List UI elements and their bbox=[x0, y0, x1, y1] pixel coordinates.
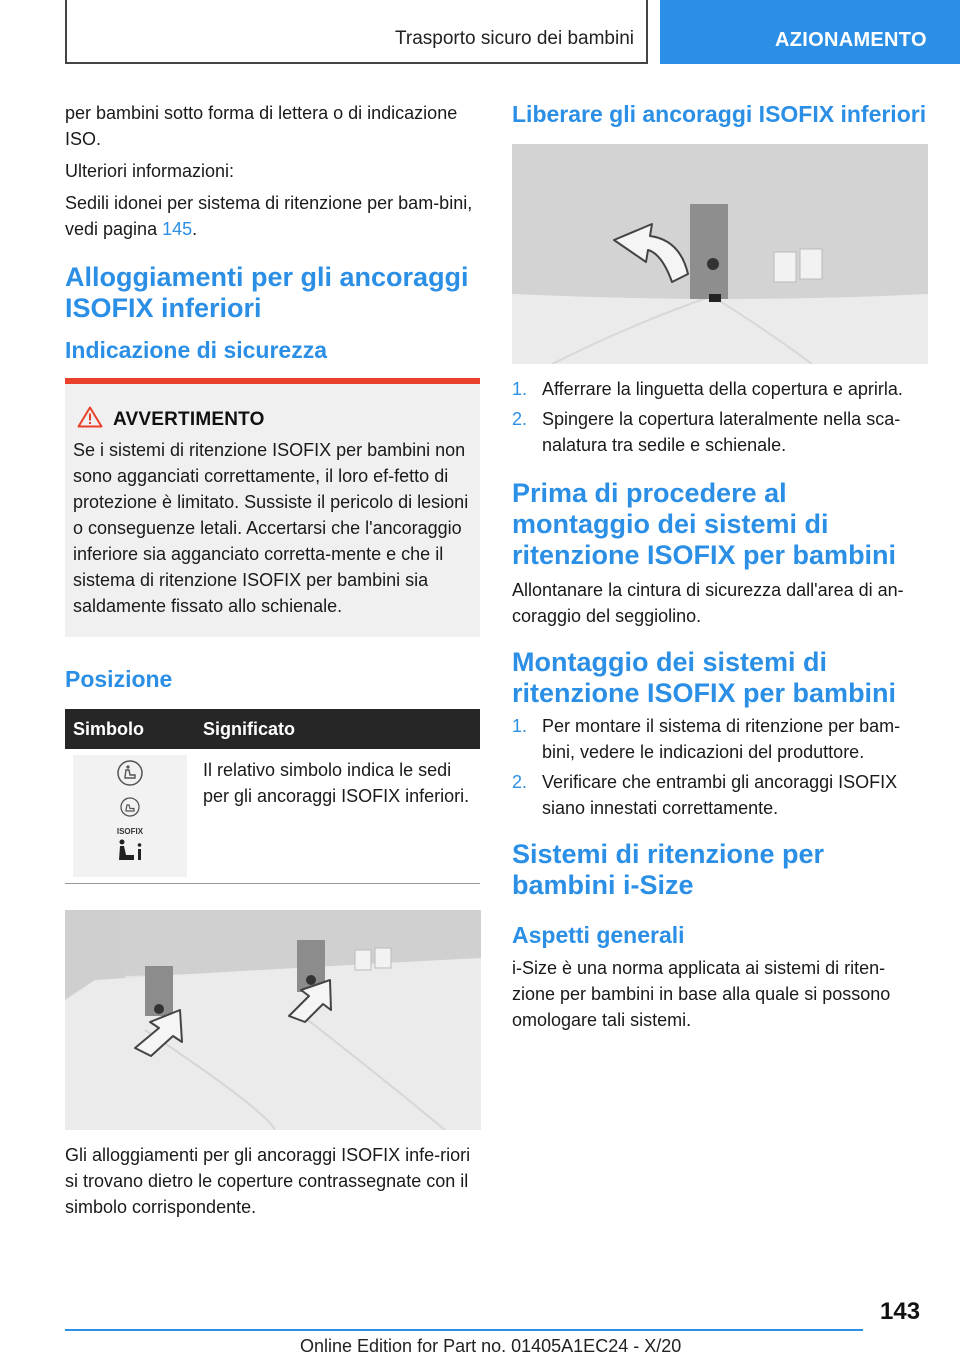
chapter-tab[interactable] bbox=[660, 0, 960, 64]
symbol-table bbox=[65, 709, 480, 884]
heading-montaggio: Montaggio dei sistemi di ritenzione ISOFIX per bambini bbox=[512, 647, 897, 708]
heading-alloggiamenti: Alloggiamenti per gli ancoraggi ISOFIX inferiori bbox=[65, 262, 469, 323]
isofix-symbol-panel bbox=[73, 755, 187, 877]
table-header-symbol: Simbolo bbox=[65, 709, 195, 749]
right-column bbox=[512, 100, 928, 1033]
isofix-icon-label: ISOFIX bbox=[116, 827, 144, 836]
isofix-cover-image bbox=[512, 144, 928, 364]
heading-prima-montaggio: Prima di procedere al montaggio dei sistemi di ritenzione ISOFIX per bambini bbox=[512, 478, 897, 570]
step-number: 1. bbox=[512, 716, 528, 736]
list-item bbox=[512, 769, 928, 821]
table-row bbox=[65, 749, 480, 884]
list-item bbox=[512, 713, 928, 765]
intro-paragraph-1: per bambini sotto forma di lettera o di indicazione ISO. bbox=[65, 103, 458, 149]
section-title: Trasporto sicuro dei bambini bbox=[394, 28, 634, 49]
left-column bbox=[65, 100, 480, 1220]
warning-header bbox=[77, 406, 474, 433]
montaggio-steps bbox=[512, 713, 928, 821]
step-text: Spingere la copertura lateralmente nella sca-nalatura tra sedile e schienale. bbox=[542, 409, 901, 455]
step-text: Afferrare la linguetta della copertura e aprirla. bbox=[542, 379, 903, 399]
table-cell-symbol bbox=[65, 749, 195, 884]
image-caption: Gli alloggiamenti per gli ancoraggi ISOFIX infe-riori si trovano dietro le coperture contrassegnate con il simbolo corrispondente. bbox=[65, 1145, 471, 1217]
page-reference-link[interactable]: 145 bbox=[162, 219, 193, 239]
intro-paragraph-3-text: Sedili idonei per sistema di ritenzione per bam-bini, vedi pagina bbox=[65, 193, 473, 239]
child-seat-circle-icon bbox=[116, 759, 144, 794]
heading-liberare: Liberare gli ancoraggi ISOFIX inferiori bbox=[512, 101, 927, 127]
heading-isize: Sistemi di ritenzione per bambini i-Size bbox=[512, 839, 825, 900]
heading-indicazione-sicurezza: Indicazione di sicurezza bbox=[65, 337, 328, 363]
warning-text: Se i sistemi di ritenzione ISOFIX per bambini non sono agganciati correttamente, il loro ef-fetto di protezione è limitato. Sussiste il pericolo di lesioni o conseguenze letali. Accertarsi che l'ancoraggio inferiore sia agganciato corretta-mente e che il sistema di ritenzione ISOFIX per bambini sia saldamente fissato allo schienale. bbox=[73, 440, 469, 616]
page-number: 143 bbox=[880, 1298, 921, 1325]
table-header-row bbox=[65, 709, 480, 749]
step-text: Verificare che entrambi gli ancoraggi ISOFIX siano innestati correttamente. bbox=[542, 772, 898, 818]
footer-edition: Online Edition for Part no. 01405A1EC24 - X/20 bbox=[300, 1336, 682, 1356]
heading-aspetti-generali: Aspetti generali bbox=[512, 922, 685, 948]
heading-posizione: Posizione bbox=[65, 666, 173, 692]
intro-paragraph-2: Ulteriori informazioni: bbox=[65, 161, 235, 181]
chapter-tab-label: AZIONAMENTO bbox=[775, 29, 927, 51]
warning-box bbox=[65, 378, 480, 637]
table-header-meaning: Significato bbox=[195, 709, 480, 749]
intro-paragraph-3-end: . bbox=[192, 219, 198, 239]
warning-triangle-icon bbox=[77, 406, 103, 433]
rear-seat-isofix-image bbox=[65, 910, 481, 1130]
table-cell-meaning: Il relativo simbolo indica le sedi per gli ancoraggi ISOFIX inferiori. bbox=[203, 760, 470, 806]
header-section-box bbox=[65, 0, 648, 64]
step-text: Per montare il sistema di ritenzione per bam-bini, vedere le indicazioni del produttore. bbox=[542, 716, 901, 762]
intro-paragraph-3 bbox=[65, 190, 480, 242]
step-number: 2. bbox=[512, 772, 528, 792]
step-number: 1. bbox=[512, 379, 528, 399]
list-item bbox=[512, 376, 928, 402]
footer-divider bbox=[65, 1329, 863, 1331]
list-item bbox=[512, 406, 928, 458]
warning-title: AVVERTIMENTO bbox=[113, 408, 265, 430]
liberare-steps bbox=[512, 376, 928, 458]
isofix-child-seat-icon bbox=[115, 838, 145, 873]
child-seat-small-icon bbox=[119, 796, 141, 825]
aspetti-text: i-Size è una norma applicata ai sistemi di riten-zione per bambini in base alla quale si possono omologare tali sistemi. bbox=[512, 958, 891, 1030]
step-number: 2. bbox=[512, 409, 528, 429]
prima-text: Allontanare la cintura di sicurezza dall'area di an-coraggio del seggiolino. bbox=[512, 580, 904, 626]
